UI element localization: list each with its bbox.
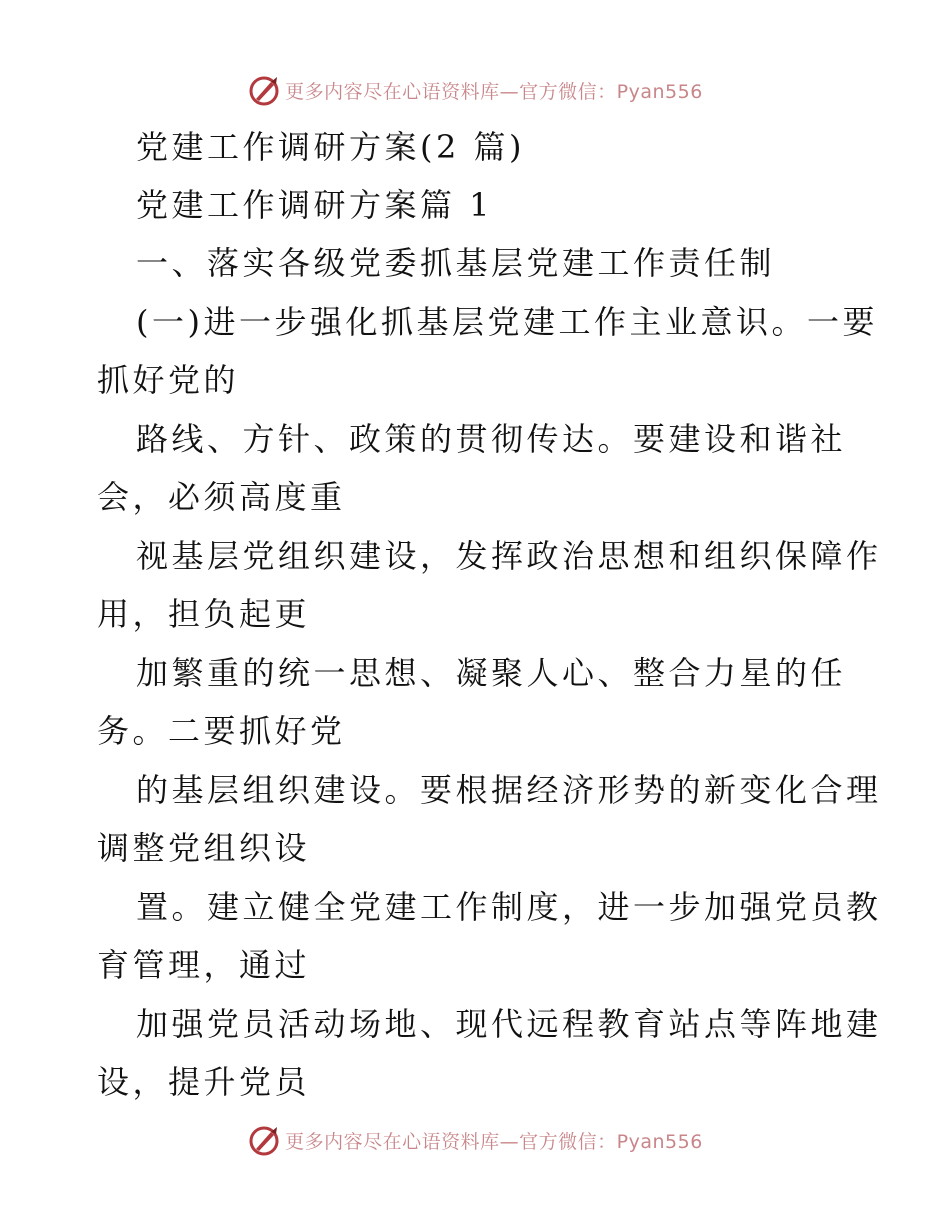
paragraph-line: 的基层组织建设。要根据经济形势的新变化合理 [136, 771, 882, 809]
paragraph-line: 务。二要抓好党 [97, 712, 346, 750]
quill-pen-logo-icon [247, 1123, 281, 1157]
section-heading: 党建工作调研方案篇 1 [136, 186, 494, 224]
paragraph-line: 置。建立健全党建工作制度，进一步加强党员教 [136, 888, 882, 926]
paragraph-line: 设，提升党员 [97, 1063, 311, 1101]
paragraph-line: 会，必须高度重 [97, 478, 346, 516]
paragraph-line: 用，担负起更 [97, 595, 311, 633]
footer-banner [0, 1122, 950, 1158]
subsection-heading: 一、落实各级党委抓基层党建工作责任制 [136, 244, 776, 282]
paragraph-line: 视基层党组织建设，发挥政治思想和组织保障作 [136, 537, 882, 575]
paragraph-line: (一)进一步强化抓基层党建工作主业意识。一要 [136, 303, 878, 341]
paragraph-line: 加繁重的统一思想、凝聚人心、整合力星的任 [136, 654, 847, 692]
paragraph-line: 调整党组织设 [97, 829, 311, 867]
footer-banner-text: 更多内容尽在心语资料库—官方微信：Pyan556 [285, 1130, 703, 1153]
header-banner [0, 72, 950, 108]
paragraph-line: 加强党员活动场地、现代远程教育站点等阵地建 [136, 1005, 882, 1043]
paragraph-line: 路线、方针、政策的贯彻传达。要建设和谐社 [136, 420, 847, 458]
paragraph-line: 抓好党的 [97, 361, 240, 399]
document-title: 党建工作调研方案(2 篇) [136, 128, 526, 166]
paragraph-line: 育管理，通过 [97, 946, 311, 984]
header-banner-text: 更多内容尽在心语资料库—官方微信：Pyan556 [285, 80, 703, 103]
quill-pen-logo-icon [247, 73, 281, 107]
